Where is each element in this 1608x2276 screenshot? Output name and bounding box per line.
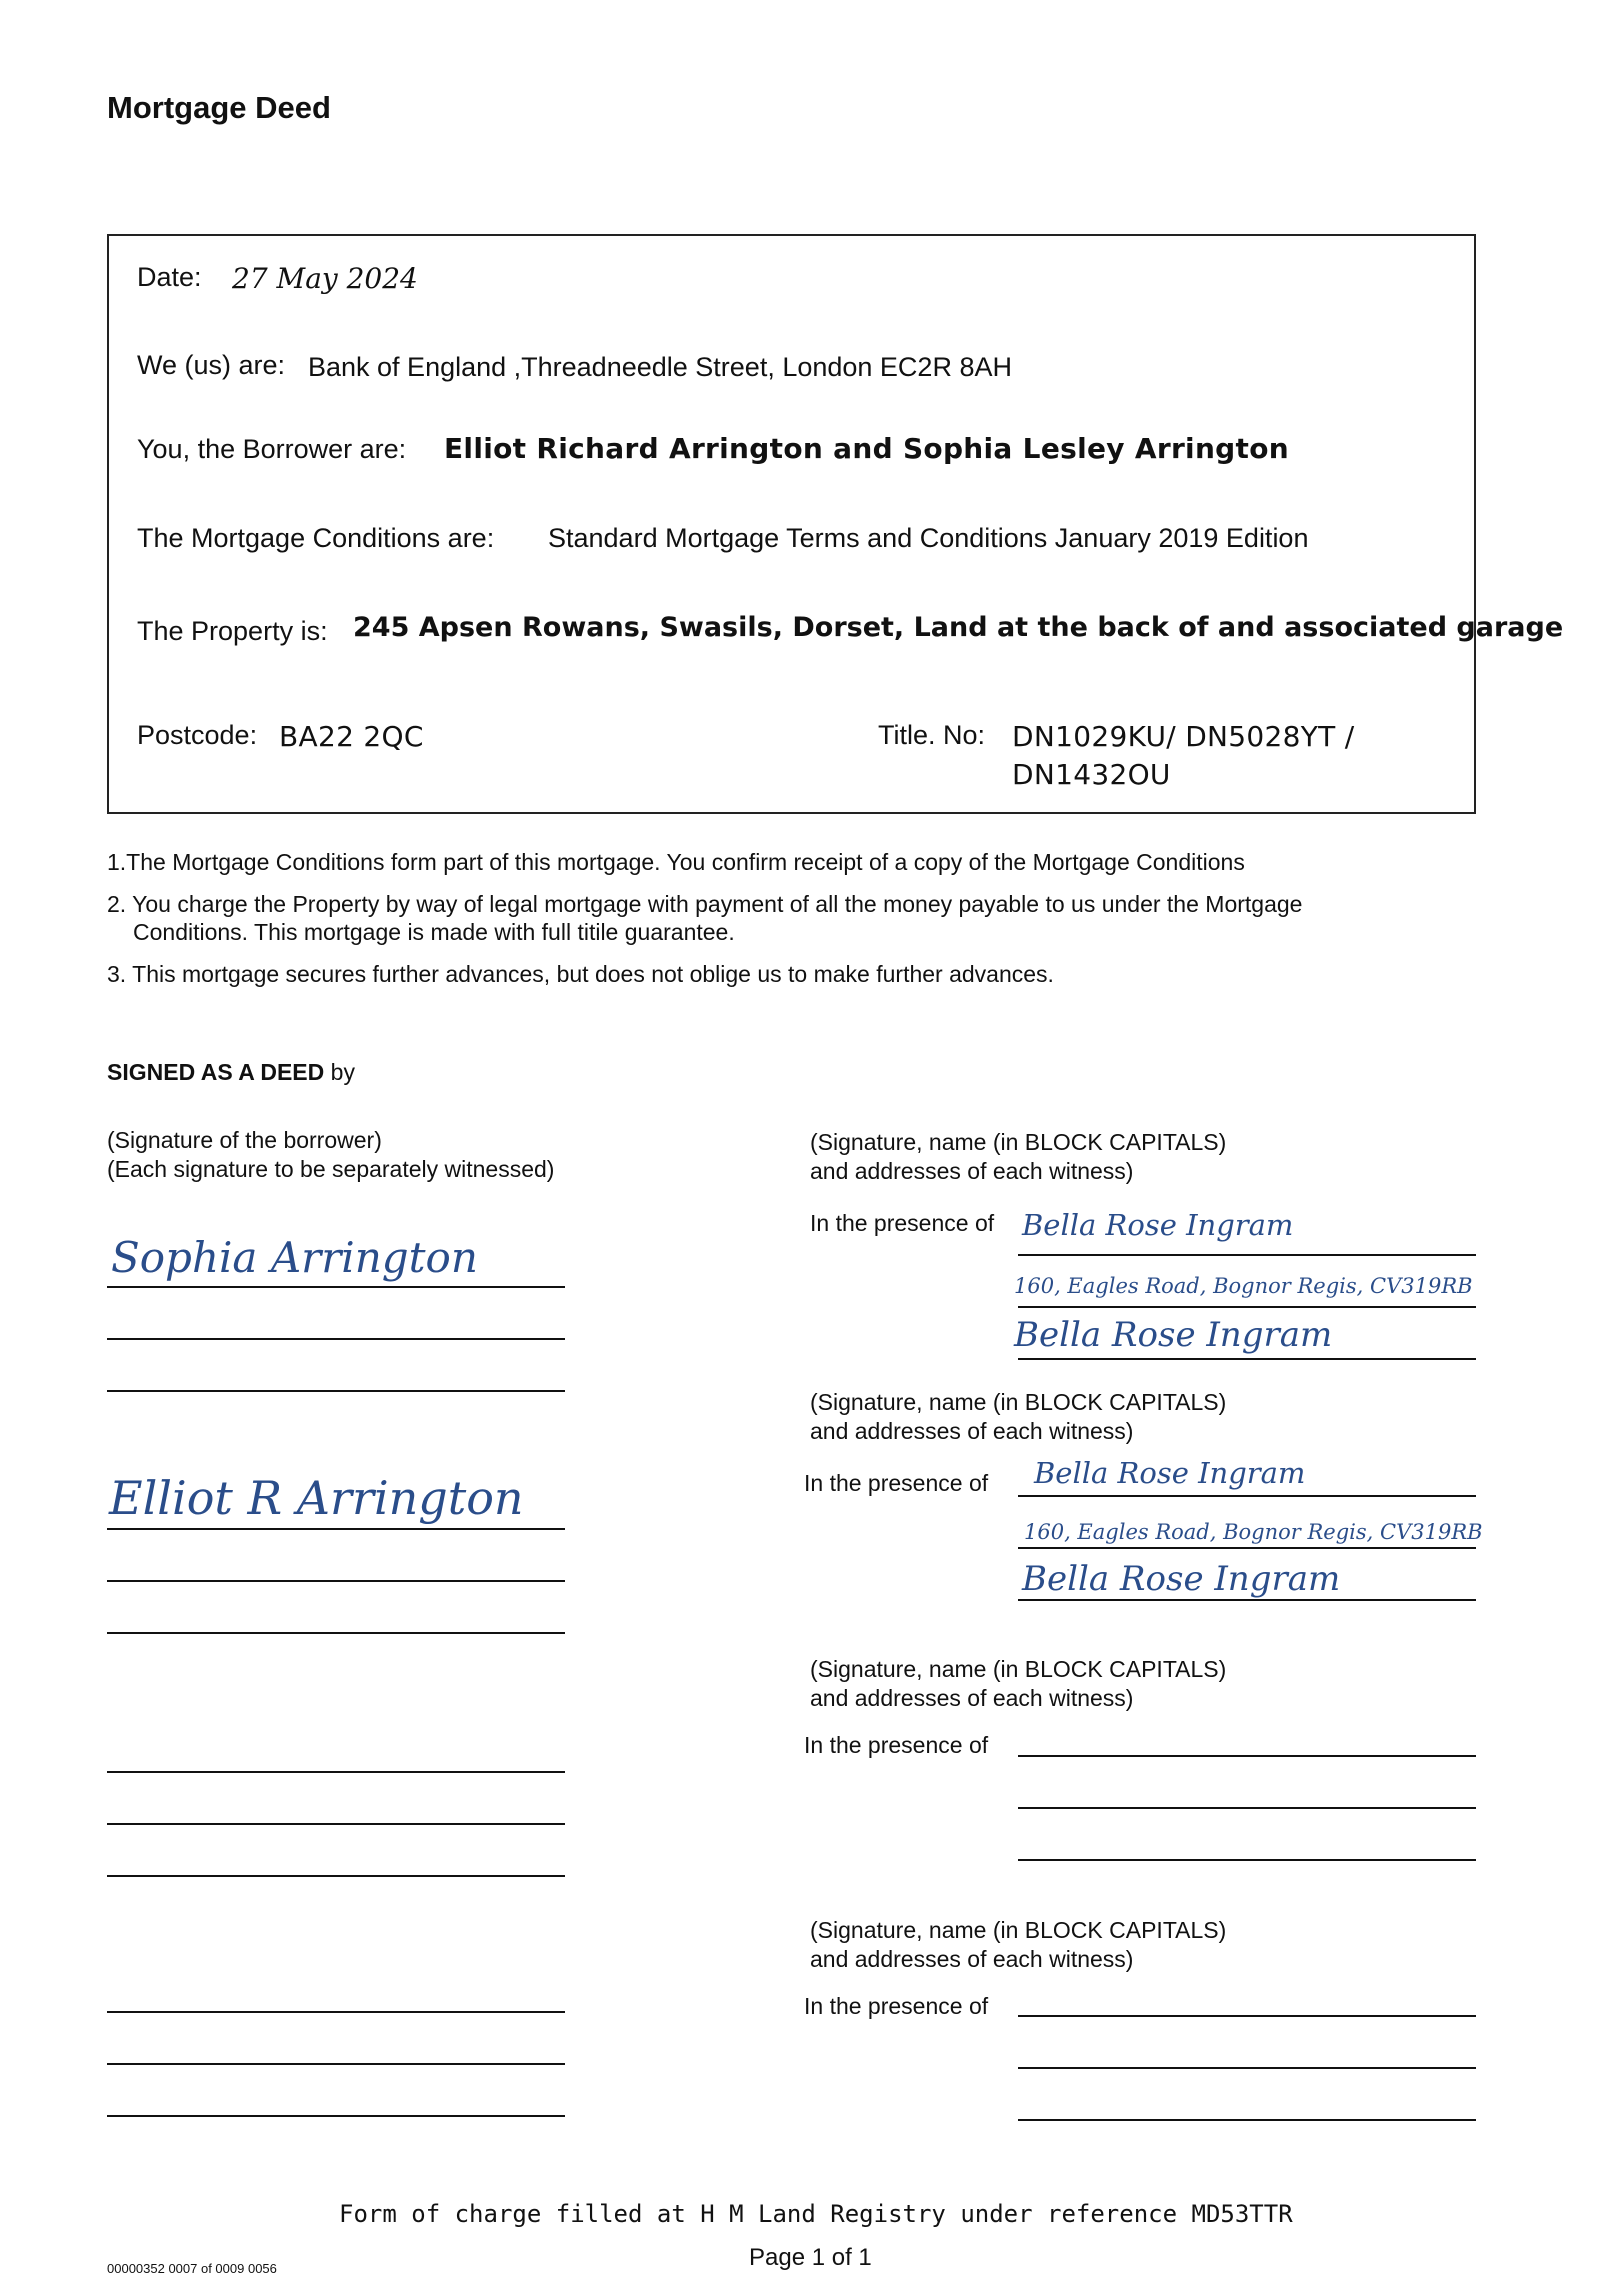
witness-note-1: (Signature, name (in BLOCK CAPITALS): [810, 1656, 1227, 1682]
lender-label: We (us) are:: [137, 350, 286, 380]
borrower-value: Elliot Richard Arrington and Sophia Lesley Arrington: [444, 432, 1289, 465]
signature-line: [107, 1286, 565, 1288]
doc-code: 00000352 0007 of 0009 0056: [107, 2261, 277, 2276]
signature-line: [107, 1771, 565, 1773]
witness-note-1: (Signature, name (in BLOCK CAPITALS): [810, 1917, 1227, 1943]
signature-line: [107, 2115, 565, 2117]
presence-label: In the presence of: [804, 1732, 989, 1758]
witness-line: [1018, 1547, 1476, 1549]
witness-1-name: Bella Rose Ingram: [1022, 1208, 1294, 1242]
date-label: Date:: [137, 262, 202, 292]
witness-line: [1018, 1358, 1476, 1360]
signature-line: [107, 2063, 565, 2065]
signed-bold: SIGNED AS A DEED: [107, 1059, 325, 1085]
conditions-value: Standard Mortgage Terms and Conditions January 2019 Edition: [548, 523, 1309, 553]
witness-note-1: (Signature, name (in BLOCK CAPITALS): [810, 1129, 1227, 1155]
borrower-label: You, the Borrower are:: [137, 434, 407, 464]
signed-as-deed: [107, 1058, 355, 1087]
witness-line: [1018, 1859, 1476, 1861]
witness-line: [1018, 1755, 1476, 1757]
clause-2-cont: Conditions. This mortgage is made with full titile guarantee.: [133, 919, 735, 945]
conditions-label: The Mortgage Conditions are:: [137, 523, 495, 553]
title-no-label: Title. No:: [878, 720, 986, 750]
title-no-line2: DN1432OU: [1012, 758, 1171, 791]
witness-line: [1018, 2119, 1476, 2121]
witness-note-1: (Signature, name (in BLOCK CAPITALS): [810, 1389, 1227, 1415]
signature-line: [107, 2011, 565, 2013]
presence-label: In the presence of: [804, 1470, 989, 1496]
borrower-note-2: (Each signature to be separately witnessed): [107, 1156, 555, 1182]
date-value: 27 May 2024: [232, 262, 418, 295]
postcode-label: Postcode:: [137, 720, 258, 750]
property-label: The Property is:: [137, 616, 328, 646]
witness-line: [1018, 2015, 1476, 2017]
witness-note-2: and addresses of each witness): [810, 1685, 1134, 1711]
signature-line: [107, 1632, 565, 1634]
witness-1-signature: [1012, 1308, 1472, 1358]
witness-line: [1018, 1599, 1476, 1601]
elliot-signature-text: Elliot R Arrington: [109, 1471, 524, 1525]
witness-2-address: 160, Eagles Road, Bognor Regis, CV319RB: [1024, 1520, 1483, 1544]
footer-reference: Form of charge filled at H M Land Registry under reference MD53TTR: [339, 2200, 1293, 2228]
witness-note-2: and addresses of each witness): [810, 1418, 1134, 1444]
signature-line: [107, 1338, 565, 1340]
signed-by: by: [324, 1059, 355, 1085]
witness-2-name: Bella Rose Ingram: [1034, 1456, 1306, 1490]
signature-line: [107, 1580, 565, 1582]
witness-1-signature-text: Bella Rose Ingram: [1014, 1315, 1333, 1355]
page-number: Page 1 of 1: [749, 2244, 872, 2271]
witness-note-2: and addresses of each witness): [810, 1158, 1134, 1184]
borrower-signature-sophia: [107, 1220, 567, 1290]
property-value: 245 Apsen Rowans, Swasils, Dorset, Land at the back of and associated garage: [353, 612, 1564, 643]
lender-value: Bank of England ,Threadneedle Street, London EC2R 8AH: [308, 352, 1012, 382]
witness-2-signature-text: Bella Rose Ingram: [1022, 1559, 1341, 1599]
presence-label: In the presence of: [804, 1993, 989, 2019]
clause-1: 1.The Mortgage Conditions form part of this mortgage. You confirm receipt of a copy of the Mortgage Conditions: [107, 849, 1245, 875]
signature-line: [107, 1528, 565, 1530]
witness-line: [1018, 1807, 1476, 1809]
clause-2: 2. You charge the Property by way of legal mortgage with payment of all the money payable to us under the Mortgage: [107, 891, 1303, 917]
signature-line: [107, 1875, 565, 1877]
witness-line: [1018, 1254, 1476, 1256]
title-no-line1: DN1029KU/ DN5028YT /: [1012, 720, 1355, 753]
witness-line: [1018, 1495, 1476, 1497]
witness-2-signature: [1020, 1552, 1480, 1602]
witness-line: [1018, 2067, 1476, 2069]
signature-line: [107, 1823, 565, 1825]
sophia-signature-text: Sophia Arrington: [111, 1233, 478, 1282]
document-title: Mortgage Deed: [107, 90, 331, 125]
postcode-value: BA22 2QC: [279, 720, 424, 753]
borrower-signature-elliot: [107, 1462, 567, 1532]
borrower-note-1: (Signature of the borrower): [107, 1127, 382, 1153]
clause-3: 3. This mortgage secures further advances, but does not oblige us to make further advances.: [107, 961, 1054, 987]
witness-1-address: 160, Eagles Road, Bognor Regis, CV319RB: [1014, 1274, 1473, 1298]
presence-label: In the presence of: [810, 1210, 995, 1236]
witness-note-2: and addresses of each witness): [810, 1946, 1134, 1972]
signature-line: [107, 1390, 565, 1392]
